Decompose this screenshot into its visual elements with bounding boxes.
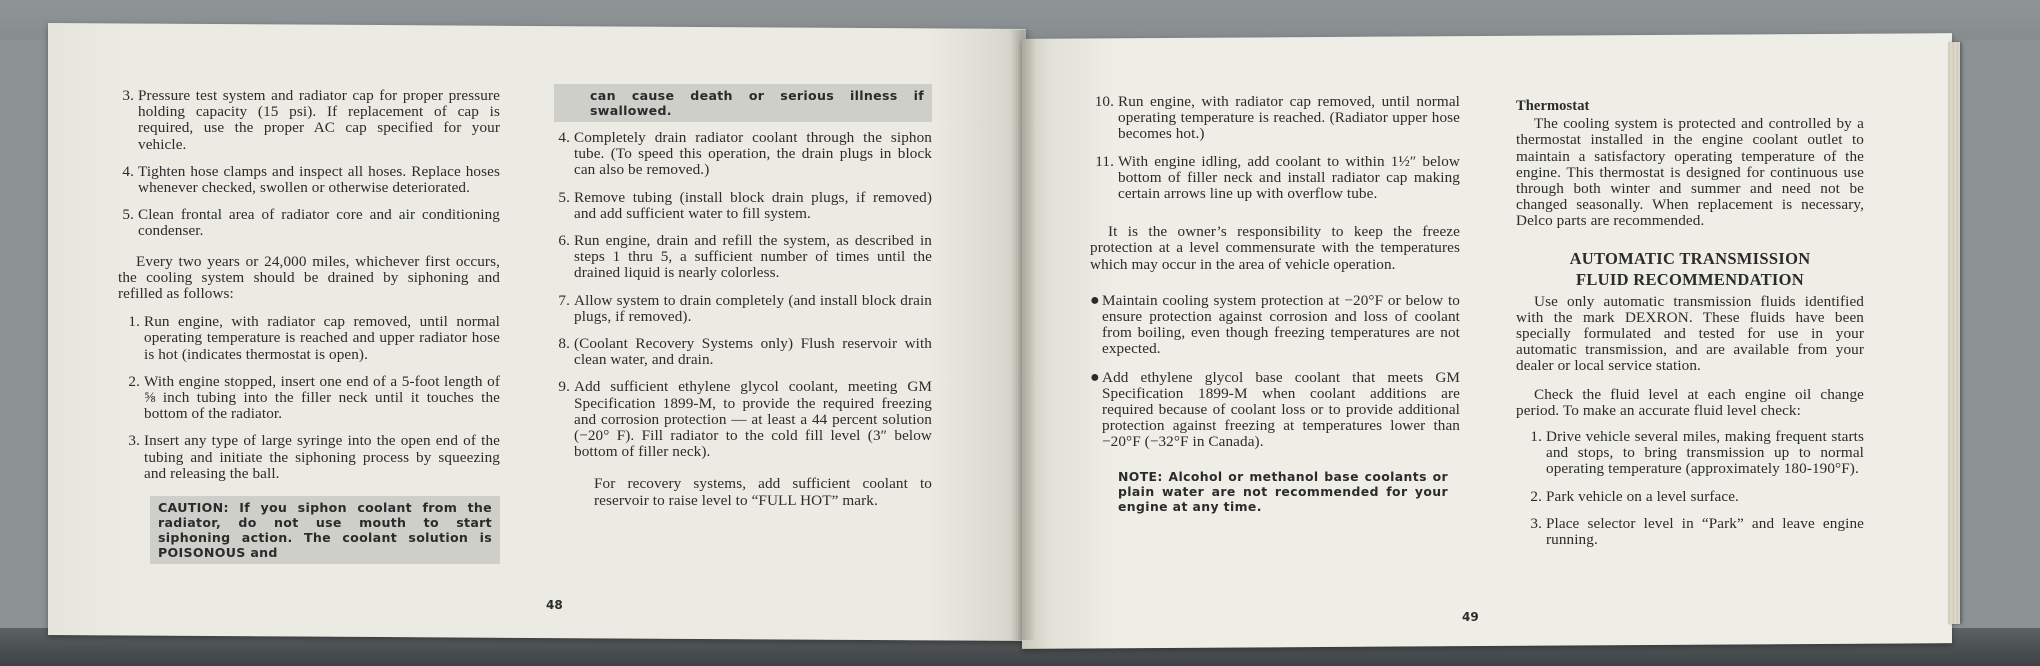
item-number: 6.: [558, 232, 570, 250]
note-text: NOTE: Alcohol or methanol base coolants or plain water are not recommended for your engine at any time.: [1118, 468, 1448, 514]
siphon-paragraph: Every two years or 24,000 miles, whichever first occurs, the cooling system should be drained by siphoning and refilled as follows:: [118, 252, 500, 303]
list-item: [118, 314, 500, 363]
item-text: With engine stopped, insert one end of a 5-foot length of ⅝ inch tubing into the filler neck until it touches the bottom of the radiator.: [144, 372, 500, 423]
item-text: Tighten hose clamps and inspect all hoses. Replace hoses whenever checked, swollen or otherwise deteriorated.: [138, 162, 500, 197]
page-edges: [1948, 42, 1960, 624]
atf-heading: [1516, 248, 1864, 290]
item-text: Clean frontal area of radiator core and air conditioning condenser.: [138, 206, 500, 240]
item-text: Place selector level in “Park” and leave engine running.: [1546, 514, 1864, 549]
item-number: 1.: [128, 313, 140, 331]
list-item: [1516, 516, 1864, 548]
list-item: [554, 336, 932, 368]
list-item: [118, 164, 500, 196]
item-number: 2.: [128, 372, 140, 390]
item-number: 9.: [558, 378, 570, 396]
item-text: (Coolant Recovery Systems only) Flush reservoir with clean water, and drain.: [574, 335, 932, 369]
item-text: Park vehicle on a level surface.: [1546, 487, 1739, 505]
list-item: [118, 88, 500, 153]
list-item: [1090, 154, 1460, 203]
fluid-check-paragraph: Check the fluid level at each engine oil change period. To make an accurate fluid level check:: [1516, 385, 1864, 419]
page-number-right: 49: [1462, 610, 1479, 624]
atf-heading-line-1: AUTOMATIC TRANSMISSION: [1569, 248, 1811, 268]
item-number: 11.: [1095, 152, 1114, 170]
caution-box: CAUTION: If you siphon coolant from the radiator, do not use mouth to start siphoning action. The coolant solution is POISONOUS and: [150, 496, 500, 564]
list-item: [554, 130, 932, 179]
item-text: Insert any type of large syringe into the open end of the tubing and initiate the siphoning process by squeezing and releasing the ball.: [144, 432, 500, 482]
left-page-column-2: [554, 84, 932, 519]
item-text: Run engine, with radiator cap removed, until normal operating temperature is reached. (Radiator upper hose becomes hot.): [1118, 93, 1460, 143]
right-page-column-2: [1516, 98, 1864, 559]
item-text: Completely drain radiator coolant through the siphon tube. (To speed this operation, the drain plugs in block can also be removed.): [574, 129, 932, 179]
right-page-column-1: [1090, 94, 1460, 514]
caution-box-continued: can cause death or serious illness if swallowed.: [554, 84, 932, 122]
list-item: [554, 293, 932, 325]
item-text: With engine idling, add coolant to within 1½″ below bottom of filler neck and install radiator cap making certain arrows line up with overflow tube.: [1118, 152, 1460, 203]
item-text: Run engine, with radiator cap removed, until normal operating temperature is reached and upper radiator hose is hot (indicates thermostat is open).: [144, 313, 500, 363]
item-number: 4.: [558, 129, 570, 146]
item-text: Pressure test system and radiator cap for proper pressure holding capacity (15 psi). If replacement of cap is required, use the proper AC cap specified for your vehicle.: [138, 87, 500, 153]
bullet-item: [1090, 370, 1460, 451]
item-text: Remove tubing (install block drain plugs, if removed) and add sufficient water to fill system.: [574, 188, 932, 222]
atf-paragraph: Use only automatic transmission fluids identified with the mark DEXRON. These fluids have been specially formulated and tested for use in your automatic transmission, and are available from your dealer or local service station.: [1516, 292, 1864, 375]
bullet-item: [1090, 293, 1460, 358]
list-item: [118, 374, 500, 423]
item-text: Allow system to drain completely (and install block drain plugs, if removed).: [574, 291, 932, 325]
bullet-text: Add ethylene glycol base coolant that meets GM Specification 1899-M when coolant additions are required because of coolant loss or to provide additional protection against freezing at temperatures lower than −20°F (−32°F in Canada).: [1102, 368, 1460, 451]
item-number: 10.: [1094, 93, 1114, 110]
item-number: 4.: [122, 162, 134, 180]
owner-responsibility-paragraph: It is the owner’s responsibility to keep the freeze protection at a level commensurate with the temperatures which may occur in the area of vehicle operation.: [1090, 223, 1460, 273]
list-item: [554, 190, 932, 222]
item-number: 7.: [558, 291, 570, 309]
bullet-text: Maintain cooling system protection at −20°F or below to ensure protection against corrosion and loss of coolant from boiling, even though freezing temperatures are not expected.: [1102, 291, 1460, 358]
recovery-paragraph: For recovery systems, add sufficient coolant to reservoir to raise level to “FULL HOT” mark.: [594, 475, 932, 509]
list-item: [1090, 94, 1460, 143]
book-gutter: [1010, 30, 1036, 640]
item-number: 3.: [128, 432, 140, 450]
bullet-icon: ●: [1090, 291, 1100, 309]
left-page-column-1: [118, 88, 500, 564]
thermostat-heading: Thermostat: [1516, 98, 1590, 114]
list-item: [554, 233, 932, 282]
item-text: Run engine, drain and refill the system, as described in steps 1 thru 5, a sufficient number of times until the drained liquid is nearly colorless.: [574, 232, 932, 282]
list-item: [1516, 489, 1864, 505]
bullet-icon: ●: [1090, 368, 1100, 386]
item-number: 5.: [122, 206, 134, 224]
page-number-left: 48: [546, 598, 563, 612]
item-text: Drive vehicle several miles, making frequent starts and stops, to bring transmission up to normal operating temperature (approximately 180-190°F).: [1546, 428, 1864, 478]
list-item: [118, 433, 500, 482]
item-number: 1.: [1530, 428, 1542, 446]
item-number: 2.: [1530, 487, 1542, 505]
item-text: Add sufficient ethylene glycol coolant, meeting GM Specification 1899-M, to provide the required freezing and corrosion protection — at least a 44 percent solution (−20° F). Fill radiator to the cold fill level (3″ below bottom of filler neck).: [574, 378, 932, 461]
list-item: [554, 379, 932, 460]
item-number: 8.: [558, 335, 570, 353]
item-number: 3.: [1530, 514, 1542, 532]
list-item: [118, 207, 500, 239]
list-item: [1516, 429, 1864, 478]
atf-heading-line-2: FLUID RECOMMENDATION: [1576, 269, 1804, 289]
thermostat-paragraph: The cooling system is protected and controlled by a thermostat installed in the engine coolant outlet to maintain a satisfactory operating temperature of the engine. This thermostat is designed for continuous use through both winter and summer and need not be changed seasonally. When replacement is necessary, Delco parts are recommended.: [1516, 115, 1864, 230]
item-number: 3.: [122, 87, 134, 104]
item-number: 5.: [558, 188, 570, 206]
